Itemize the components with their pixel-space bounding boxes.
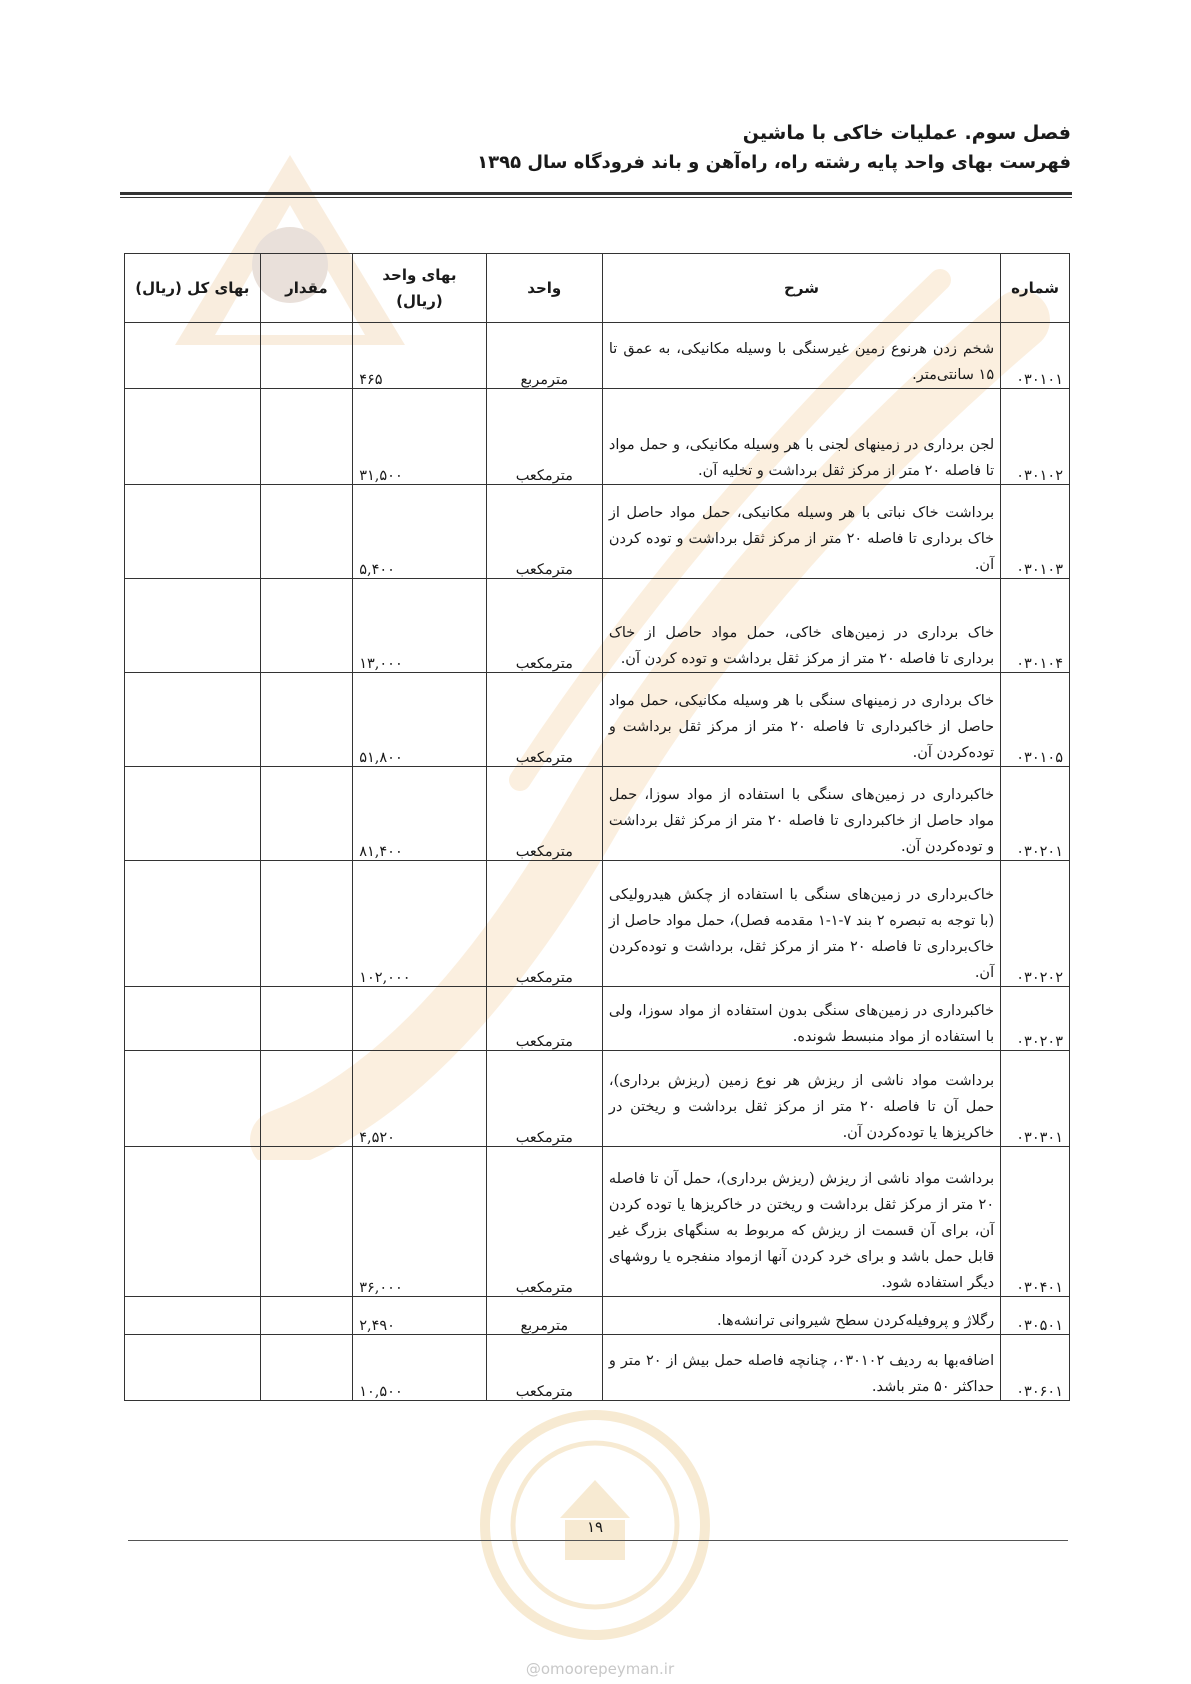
row-quantity [260,485,353,579]
row-code: ۰۳۰۶۰۱ [1001,1335,1070,1401]
row-unit: مترمکعب [486,673,602,767]
row-quantity [260,1335,353,1401]
row-quantity [260,579,353,673]
row-unit-price: ۳۶,۰۰۰ [353,1147,486,1297]
row-total-price [125,767,261,861]
table-row [125,1335,1070,1401]
row-description: خاک برداری در زمین‌های خاکی، حمل مواد حاصل از خاک برداری تا فاصله ۲۰ متر از مرکز ثقل برداشت و توده کردن آن. [602,579,1000,673]
col-header-desc: شرح [602,254,1000,323]
row-code: ۰۳۰۲۰۱ [1001,767,1070,861]
row-total-price [125,1335,261,1401]
row-unit: مترمکعب [486,485,602,579]
row-total-price [125,579,261,673]
row-code: ۰۳۰۱۰۲ [1001,389,1070,485]
table-row [125,1051,1070,1147]
table-row [125,485,1070,579]
row-total-price [125,1297,261,1335]
row-quantity [260,861,353,987]
row-code: ۰۳۰۴۰۱ [1001,1147,1070,1297]
row-description: خاک‌برداری در زمین‌های سنگی با استفاده از چکش هیدرولیکی (با توجه به تبصره ۲ بند ۷-۱-۱ مقدمه فصل)، حمل مواد حاصل از خاک‌برداری تا فاصله ۲۰ متر از مرکز ثقل، برداشت و توده‌کردن آن. [602,861,1000,987]
row-unit-price: ۱۳,۰۰۰ [353,579,486,673]
row-unit: مترمکعب [486,389,602,485]
row-unit-price: ۱۰,۵۰۰ [353,1335,486,1401]
row-description: شخم زدن هرنوع زمین غیرسنگی با وسیله مکانیکی، به عمق تا ۱۵ سانتی‌متر. [602,323,1000,389]
header-rule-thin [120,197,1072,198]
row-total-price [125,323,261,389]
table-row [125,1297,1070,1335]
row-unit-price: ۲,۴۹۰ [353,1297,486,1335]
row-code: ۰۳۰۱۰۴ [1001,579,1070,673]
row-total-price [125,987,261,1051]
page-number: ۱۹ [586,1518,604,1536]
table-row [125,389,1070,485]
row-quantity [260,1297,353,1335]
document-subtitle: فهرست بهای واحد پایه رشته راه، راه‌آهن و باند فرودگاه سال ۱۳۹۵ [477,152,1071,173]
row-unit: مترمکعب [486,987,602,1051]
col-header-code: شماره [1001,254,1070,323]
table-row [125,987,1070,1051]
row-code: ۰۳۰۲۰۳ [1001,987,1070,1051]
row-unit-price: ۵۱,۸۰۰ [353,673,486,767]
row-quantity [260,323,353,389]
row-unit-price: ۴,۵۲۰ [353,1051,486,1147]
row-description: برداشت مواد ناشی از ریزش (ریزش برداری)، حمل آن تا فاصله ۲۰ متر از مرکز ثقل برداشت و ریختن در خاکریزها یا توده کردن آن، برای آن قسمت از ریزش که مربوط به سنگهای بزرگ غیر قابل حمل باشد و برای خرد کردن آنها ازمواد منفجره یا روشهای دیگر استفاده شود. [602,1147,1000,1297]
row-unit-price: ۴۶۵ [353,323,486,389]
row-unit-price [353,987,486,1051]
row-quantity [260,389,353,485]
header-rule-thick [120,192,1072,195]
row-unit: مترمربع [486,1297,602,1335]
row-description: برداشت خاک نباتی با هر وسیله مکانیکی، حمل مواد حاصل از خاک برداری تا فاصله ۲۰ متر از مرکز ثقل برداشت و توده کردن آن. [602,485,1000,579]
footer-rule [128,1540,1068,1541]
row-description: خاک برداری در زمینهای سنگی با هر وسیله مکانیکی، حمل مواد حاصل از خاکبرداری تا فاصله ۲۰ متر از مرکز ثقل برداشت و توده‌کردن آن. [602,673,1000,767]
row-unit-price: ۸۱,۴۰۰ [353,767,486,861]
row-unit-price: ۵,۴۰۰ [353,485,486,579]
col-header-unit-price-line2: (ریال) [396,292,443,310]
row-total-price [125,1147,261,1297]
row-quantity [260,987,353,1051]
chapter-title: فصل سوم. عملیات خاکی با ماشین [742,122,1071,144]
row-quantity [260,1147,353,1297]
col-header-unit: واحد [486,254,602,323]
table-row [125,767,1070,861]
col-header-total: بهای کل (ریال) [125,254,261,323]
row-code: ۰۳۰۲۰۲ [1001,861,1070,987]
col-header-unit-price [353,254,486,323]
col-header-unit-price-line1: بهای واحد [382,266,457,284]
row-code: ۰۳۰۱۰۱ [1001,323,1070,389]
row-unit: مترمکعب [486,767,602,861]
row-unit: مترمکعب [486,579,602,673]
table-row [125,579,1070,673]
table-row [125,1147,1070,1297]
row-description: رگلاژ و پروفیله‌کردن سطح شیروانی ترانشه‌ها. [602,1297,1000,1335]
row-description: لجن برداری در زمینهای لجنی با هر وسیله مکانیکی، و حمل مواد تا فاصله ۲۰ متر از مرکز ثقل برداشت و تخلیه آن. [602,389,1000,485]
row-description: برداشت مواد ناشی از ریزش هر نوع زمین (ریزش برداری)، حمل آن تا فاصله ۲۰ متر از مرکز ثقل برداشت و ریختن در خاکریزها یا توده‌کردن آن. [602,1051,1000,1147]
row-description: اضافه‌بها به ردیف ۰۳۰۱۰۲، چنانچه فاصله حمل بیش از ۲۰ متر و حداکثر ۵۰ متر باشد. [602,1335,1000,1401]
row-quantity [260,767,353,861]
table-row [125,323,1070,389]
row-unit-price: ۱۰۲,۰۰۰ [353,861,486,987]
row-code: ۰۳۰۱۰۳ [1001,485,1070,579]
row-total-price [125,389,261,485]
row-unit: مترمربع [486,323,602,389]
row-description: خاکبرداری در زمین‌های سنگی با استفاده از مواد سوزا، حمل مواد حاصل از خاکبرداری تا فاصله ۲۰ متر از مرکز ثقل برداشت و توده‌کردن آن. [602,767,1000,861]
page-header [111,118,1071,178]
table-header-row [125,254,1070,323]
price-list-table [124,253,1070,1401]
row-unit: مترمکعب [486,1051,602,1147]
table-row [125,673,1070,767]
row-quantity [260,1051,353,1147]
row-unit: مترمکعب [486,1147,602,1297]
row-code: ۰۳۰۱۰۵ [1001,673,1070,767]
site-watermark: @omoorepeyman.ir [525,1660,675,1678]
row-quantity [260,673,353,767]
row-unit: مترمکعب [486,1335,602,1401]
col-header-qty: مقدار [260,254,353,323]
row-total-price [125,673,261,767]
row-code: ۰۳۰۵۰۱ [1001,1297,1070,1335]
row-total-price [125,485,261,579]
row-total-price [125,1051,261,1147]
row-unit-price: ۳۱,۵۰۰ [353,389,486,485]
row-description: خاکبرداری در زمین‌های سنگی بدون استفاده از مواد سوزا، ولی با استفاده از مواد منبسط شونده. [602,987,1000,1051]
row-code: ۰۳۰۳۰۱ [1001,1051,1070,1147]
row-total-price [125,861,261,987]
row-unit: مترمکعب [486,861,602,987]
table-row [125,861,1070,987]
